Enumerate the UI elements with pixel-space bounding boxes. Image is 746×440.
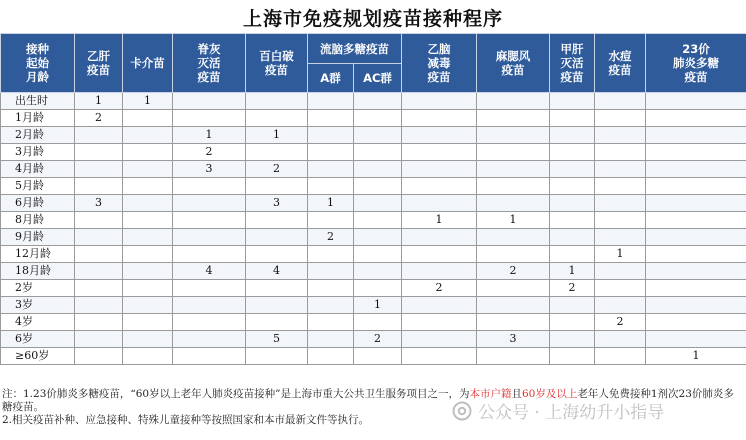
dose-cell-pcv23 [646,178,746,195]
dose-cell-dtp [246,229,308,246]
header-hepa: 甲肝 灭活 疫苗 [550,34,595,93]
dose-cell-dtp [246,246,308,263]
header-meningococcal: 流脑多糖疫苗 [308,34,402,64]
age-cell: 4月龄 [1,161,75,178]
dose-cell-mening-ac [354,212,402,229]
dose-cell-dtp: 2 [246,161,308,178]
dose-cell-mmr [477,195,550,212]
dose-cell-mening-ac [354,161,402,178]
dose-cell-hepb [75,144,123,161]
dose-cell-dtp [246,212,308,229]
dose-cell-dtp [246,93,308,110]
dose-cell-mening-a [308,246,354,263]
dose-cell-mening-a [308,314,354,331]
dose-cell-je: 2 [402,280,477,297]
dose-cell-mening-ac [354,127,402,144]
dose-cell-bcg [123,348,173,365]
dose-cell-hepb: 3 [75,195,123,212]
dose-cell-mening-ac [354,195,402,212]
dose-cell-polio [173,246,246,263]
table-row [1,229,746,246]
watermark-text: 公众号 · 上海幼升小指导 [478,403,665,423]
dose-cell-pcv23 [646,110,746,127]
dose-cell-hepa [550,144,595,161]
dose-cell-pcv23: 1 [646,348,746,365]
header-mening-ac: AC群 [354,64,402,93]
dose-cell-hepa [550,178,595,195]
dose-cell-mmr: 2 [477,263,550,280]
table-row [1,144,746,161]
dose-cell-hepb [75,331,123,348]
dose-cell-dtp: 1 [246,127,308,144]
dose-cell-hepb: 2 [75,110,123,127]
dose-cell-pcv23 [646,144,746,161]
dose-cell-varicella [595,195,646,212]
dose-cell-polio [173,110,246,127]
dose-cell-hepb [75,297,123,314]
dose-cell-pcv23 [646,195,746,212]
dose-cell-dtp [246,178,308,195]
dose-cell-hepa [550,93,595,110]
dose-cell-je [402,161,477,178]
dose-cell-varicella [595,161,646,178]
wechat-official-account-icon [452,401,472,421]
age-cell: 2岁 [1,280,75,297]
table-row [1,348,746,365]
dose-cell-bcg [123,246,173,263]
dose-cell-hepb [75,280,123,297]
dose-cell-hepa [550,229,595,246]
dose-cell-varicella [595,178,646,195]
dose-cell-polio: 1 [173,127,246,144]
dose-cell-varicella [595,212,646,229]
dose-cell-mening-ac [354,144,402,161]
dose-cell-mening-a [308,280,354,297]
dose-cell-polio: 2 [173,144,246,161]
header-age: 接种 起始 月龄 [1,34,75,93]
dose-cell-polio [173,348,246,365]
dose-cell-hepa: 1 [550,263,595,280]
table-row [1,263,746,280]
dose-cell-mening-a [308,127,354,144]
dose-cell-je [402,110,477,127]
dose-cell-mening-ac [354,110,402,127]
dose-cell-mmr [477,246,550,263]
dose-cell-mmr [477,314,550,331]
dose-cell-dtp [246,297,308,314]
dose-cell-polio [173,195,246,212]
dose-cell-je: 1 [402,212,477,229]
dose-cell-varicella [595,297,646,314]
dose-cell-mmr [477,178,550,195]
dose-cell-je [402,127,477,144]
dose-cell-mening-a [308,178,354,195]
header-pcv23: 23价 肺炎多糖 疫苗 [646,34,746,93]
table-row [1,280,746,297]
dose-cell-varicella [595,93,646,110]
dose-cell-mening-a [308,297,354,314]
vaccination-schedule-table [0,33,746,365]
table-row [1,195,746,212]
dose-cell-hepa [550,297,595,314]
dose-cell-mmr: 1 [477,212,550,229]
dose-cell-je [402,314,477,331]
dose-cell-mening-ac [354,93,402,110]
dose-cell-dtp: 5 [246,331,308,348]
dose-cell-hepa [550,110,595,127]
dose-cell-mening-a [308,144,354,161]
dose-cell-hepa [550,212,595,229]
dose-cell-je [402,263,477,280]
dose-cell-mmr [477,127,550,144]
header-polio: 脊灰 灭活 疫苗 [173,34,246,93]
dose-cell-hepb [75,263,123,280]
dose-cell-hepa [550,127,595,144]
age-cell: 出生时 [1,93,75,110]
dose-cell-hepa [550,161,595,178]
dose-cell-mening-a [308,93,354,110]
dose-cell-varicella [595,127,646,144]
dose-cell-je [402,348,477,365]
dose-cell-dtp [246,110,308,127]
dose-cell-je [402,297,477,314]
schedule-body [1,93,746,365]
dose-cell-polio [173,314,246,331]
dose-cell-pcv23 [646,212,746,229]
dose-cell-mmr [477,297,550,314]
age-cell: 3月龄 [1,144,75,161]
dose-cell-varicella [595,280,646,297]
dose-cell-pcv23 [646,314,746,331]
dose-cell-pcv23 [646,246,746,263]
dose-cell-je [402,229,477,246]
dose-cell-je [402,144,477,161]
dose-cell-mening-ac: 1 [354,297,402,314]
header-varicella: 水痘 疫苗 [595,34,646,93]
dose-cell-hepa [550,246,595,263]
table-row [1,297,746,314]
dose-cell-mening-ac [354,280,402,297]
dose-cell-bcg [123,144,173,161]
dose-cell-mening-a [308,348,354,365]
dose-cell-mmr [477,348,550,365]
dose-cell-varicella [595,331,646,348]
header-mmr: 麻腮风 疫苗 [477,34,550,93]
dose-cell-varicella [595,144,646,161]
dose-cell-polio [173,93,246,110]
dose-cell-dtp [246,314,308,331]
watermark [452,398,664,423]
age-cell: 2月龄 [1,127,75,144]
dose-cell-mmr [477,110,550,127]
age-cell: 5月龄 [1,178,75,195]
table-row [1,331,746,348]
dose-cell-polio [173,280,246,297]
footnote-1: 注：1.23价肺炎多糖疫苗，“60岁以上老年人肺炎疫苗接种”是上海市重大公共卫生服务项目之一，为本市户籍且60岁及以上老年人免费接种1剂次23价肺炎多糖疫苗。 [2,388,734,413]
dose-cell-hepa [550,348,595,365]
dose-cell-polio [173,178,246,195]
dose-cell-mening-a [308,263,354,280]
dose-cell-mening-a [308,110,354,127]
dose-cell-mmr [477,161,550,178]
dose-cell-mening-ac [354,263,402,280]
dose-cell-mening-a: 1 [308,195,354,212]
dose-cell-varicella [595,348,646,365]
dose-cell-varicella: 2 [595,314,646,331]
age-cell: ≥60岁 [1,348,75,365]
dose-cell-polio [173,212,246,229]
table-row [1,161,746,178]
dose-cell-pcv23 [646,161,746,178]
dose-cell-bcg [123,229,173,246]
dose-cell-dtp [246,348,308,365]
dose-cell-hepa [550,195,595,212]
dose-cell-varicella [595,110,646,127]
dose-cell-polio: 3 [173,161,246,178]
table-row [1,314,746,331]
dose-cell-mmr [477,229,550,246]
dose-cell-pcv23 [646,229,746,246]
dose-cell-hepb [75,127,123,144]
dose-cell-varicella [595,263,646,280]
table-row [1,127,746,144]
dose-cell-polio [173,297,246,314]
dose-cell-bcg [123,212,173,229]
dose-cell-bcg [123,263,173,280]
dose-cell-dtp: 3 [246,195,308,212]
dose-cell-varicella: 1 [595,246,646,263]
dose-cell-bcg [123,127,173,144]
dose-cell-pcv23 [646,331,746,348]
dose-cell-hepb [75,212,123,229]
dose-cell-mmr: 3 [477,331,550,348]
dose-cell-je [402,195,477,212]
dose-cell-mening-ac: 2 [354,331,402,348]
dose-cell-bcg [123,161,173,178]
dose-cell-hepb [75,348,123,365]
age-cell: 18月龄 [1,263,75,280]
age-cell: 4岁 [1,314,75,331]
dose-cell-mening-ac [354,178,402,195]
dose-cell-bcg [123,178,173,195]
table-row [1,178,746,195]
dose-cell-dtp [246,280,308,297]
age-cell: 6月龄 [1,195,75,212]
table-row [1,110,746,127]
dose-cell-pcv23 [646,263,746,280]
dose-cell-mening-ac [354,314,402,331]
table-row [1,212,746,229]
header-bcg: 卡介苗 [123,34,173,93]
age-cell: 8月龄 [1,212,75,229]
dose-cell-polio: 4 [173,263,246,280]
dose-cell-bcg [123,110,173,127]
header-dtp: 百白破 疫苗 [246,34,308,93]
dose-cell-mmr [477,144,550,161]
dose-cell-mening-ac [354,348,402,365]
dose-cell-bcg [123,280,173,297]
dose-cell-mening-ac [354,229,402,246]
dose-cell-mening-a [308,212,354,229]
table-row [1,93,746,110]
dose-cell-bcg [123,297,173,314]
dose-cell-je [402,246,477,263]
footnote-2: 2.相关疫苗补种、应急接种、特殊儿童接种等按照国家和本市最新文件等执行。 [2,414,370,426]
dose-cell-bcg [123,331,173,348]
dose-cell-hepa [550,331,595,348]
dose-cell-mening-a [308,161,354,178]
dose-cell-pcv23 [646,297,746,314]
dose-cell-bcg [123,314,173,331]
dose-cell-pcv23 [646,280,746,297]
dose-cell-hepb [75,246,123,263]
dose-cell-hepb [75,161,123,178]
dose-cell-hepb [75,229,123,246]
page-title: 上海市免疫规划疫苗接种程序 [242,8,503,30]
dose-cell-mening-ac [354,246,402,263]
age-cell: 9月龄 [1,229,75,246]
age-cell: 12月龄 [1,246,75,263]
dose-cell-mening-a: 2 [308,229,354,246]
dose-cell-dtp: 4 [246,263,308,280]
dose-cell-hepb: 1 [75,93,123,110]
dose-cell-mmr [477,93,550,110]
dose-cell-hepa: 2 [550,280,595,297]
dose-cell-hepb [75,178,123,195]
dose-cell-je [402,331,477,348]
header-je: 乙脑 减毒 疫苗 [402,34,477,93]
dose-cell-hepa [550,314,595,331]
age-cell: 1月龄 [1,110,75,127]
age-cell: 6岁 [1,331,75,348]
dose-cell-bcg: 1 [123,93,173,110]
header-hepb: 乙肝 疫苗 [75,34,123,93]
dose-cell-pcv23 [646,127,746,144]
dose-cell-je [402,93,477,110]
dose-cell-dtp [246,144,308,161]
dose-cell-pcv23 [646,93,746,110]
age-cell: 3岁 [1,297,75,314]
header-mening-a: A群 [308,64,354,93]
dose-cell-je [402,178,477,195]
table-row [1,246,746,263]
dose-cell-mening-a [308,331,354,348]
dose-cell-mmr [477,280,550,297]
dose-cell-polio [173,331,246,348]
dose-cell-bcg [123,195,173,212]
dose-cell-polio [173,229,246,246]
dose-cell-varicella [595,229,646,246]
dose-cell-hepb [75,314,123,331]
